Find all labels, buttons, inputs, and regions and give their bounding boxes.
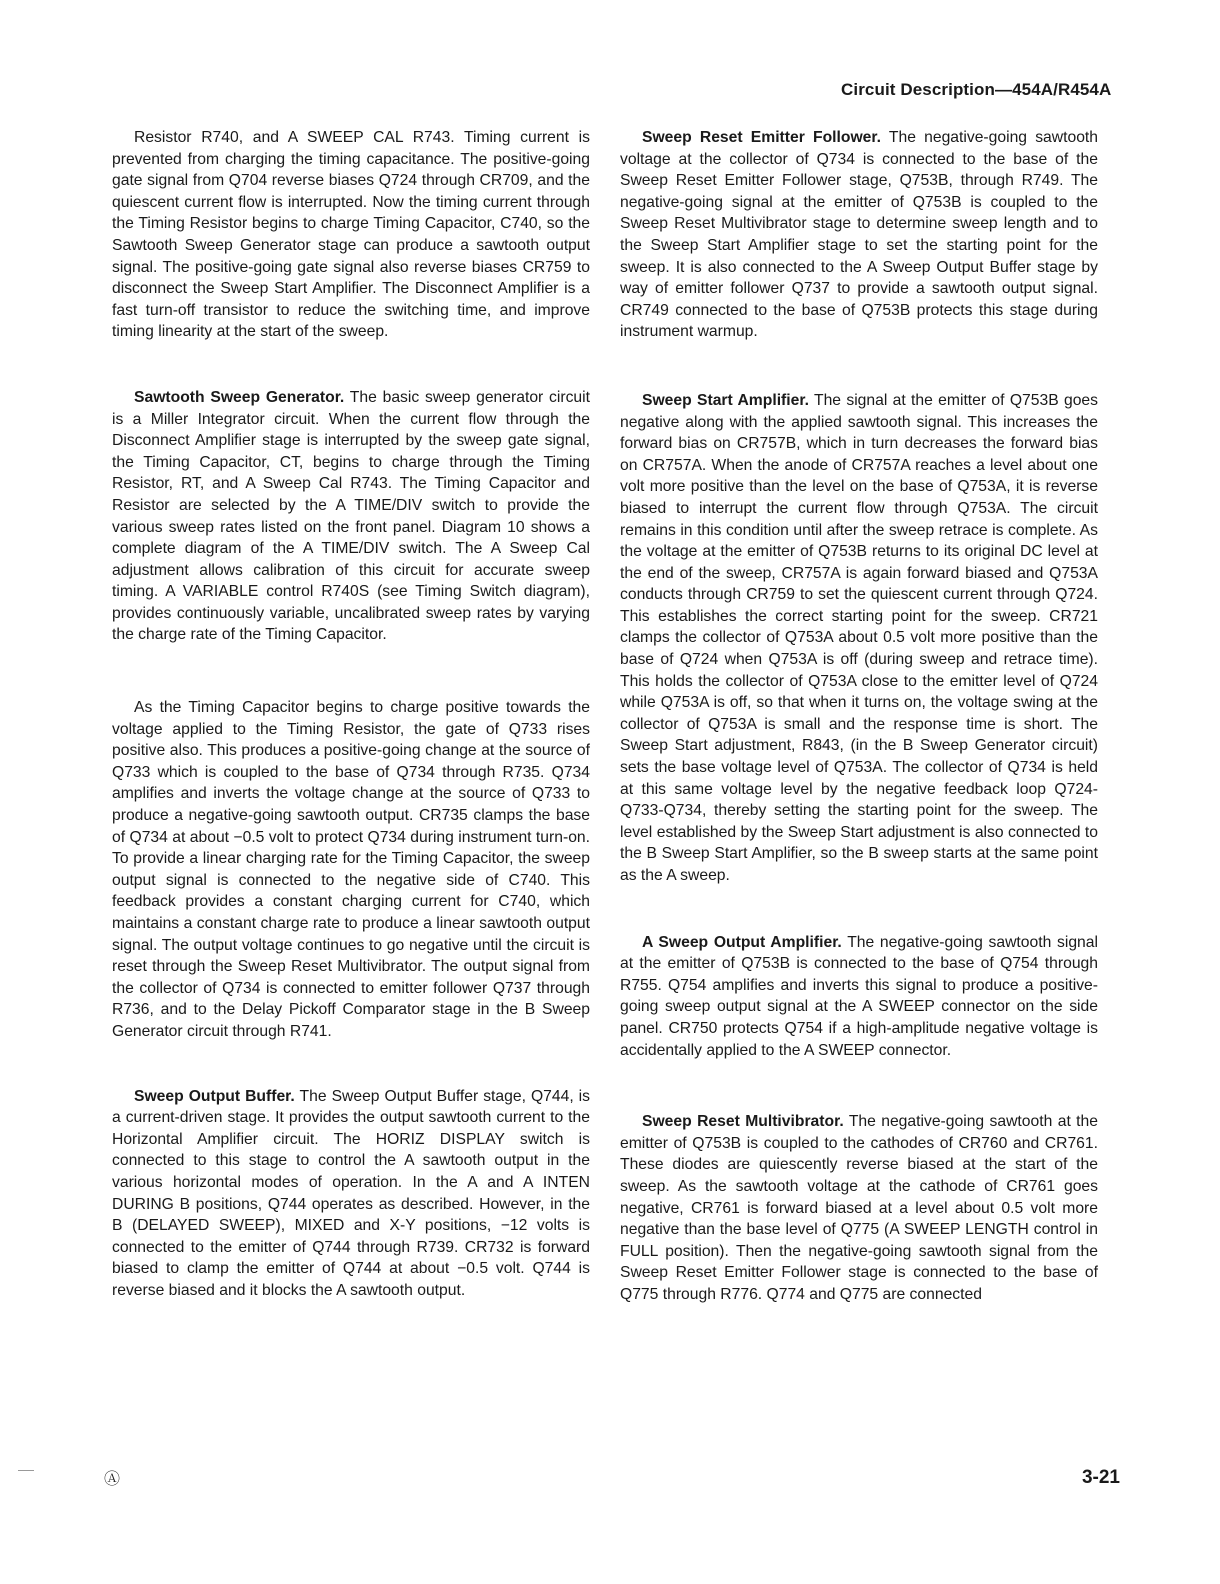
paragraph-sweep-output-buffer <box>112 1086 590 1302</box>
left-column <box>112 127 590 1302</box>
paragraph-sweep-gate-continued <box>112 127 590 343</box>
section-heading: Sweep Reset Emitter Follower. <box>642 129 881 146</box>
margin-mark <box>18 1470 34 1471</box>
right-column <box>620 127 1098 1306</box>
paragraph-text: The negative-going sawtooth signal at the emitter of Q753B is connected to the base of Q754 through R755. Q754 amplifies and inverts this signal to produce a positive-going sweep output signal at the A SWEEP connector on the side panel. CR750 protects Q754 if a high-amplitude negative voltage is accidentally applied to the A SWEEP connector. <box>620 933 1098 1059</box>
paragraph-a-sweep-output-amplifier <box>620 932 1098 1062</box>
paragraph-text: The basic sweep generator circuit is a Miller Integrator circuit. When the current flow through the Disconnect Amplifier stage is interrupted by the sweep gate signal, the Timing Capacitor, CT, begins to charge through the Timing Resistor, RT, and A Sweep Cal R743. The Timing Capacitor and Resistor are selected by the A TIME/DIV switch to provide the various sweep rates listed on the front panel. Diagram 10 shows a complete diagram of the A TIME/DIV switch. The A Sweep Cal adjustment allows calibration of this circuit for accurate sweep timing. A VARIABLE control R740S (see Timing Switch diagram), provides continuously variable, uncalibrated sweep rates by varying the charge rate of the Timing Capacitor. <box>112 388 591 644</box>
page-number: 3-21 <box>1081 1467 1120 1488</box>
paragraph-text: Resistor R740, and A SWEEP CAL R743. Timing current is prevented from charging the timing capacitance. The positive-going gate signal from Q704 reverse biases Q724 through CR709, and the quiescent current flow is interrupted. Now the timing current through the Timing Resistor begins to charge Timing Capacitor, C740, so the Sawtooth Sweep Generator stage can produce a sawtooth output signal. The positive-going gate signal also reverse biases CR759 to disconnect the Sweep Start Amplifier. The Disconnect Amplifier is a fast turn-off transistor to reduce the switching time, and improve timing linearity at the start of the sweep. <box>112 129 590 341</box>
paragraph-sweep-reset-emitter-follower <box>620 127 1098 343</box>
section-heading: A Sweep Output Amplifier. <box>642 933 842 951</box>
paragraph-timing-capacitor-charge <box>112 697 590 1043</box>
section-heading: Sweep Start Amplifier. <box>642 391 809 409</box>
paragraph-sawtooth-sweep-generator <box>112 387 590 646</box>
paragraph-text: The Sweep Output Buffer stage, Q744, is a current-driven stage. It provides the output sawtooth current to the Horizontal Amplifier circuit. The HORIZ DISPLAY switch is connected to this stage to control the A sawtooth output in the various horizontal modes of operation. In the A and A INTEN DURING B positions, Q744 operates as described. However, in the B (DELAYED SWEEP), MIXED and X-Y positions, −12 volts is connected to the emitter of Q744 through R739. CR732 is forward biased to clamp the emitter of Q744 at about −0.5 volt. Q744 is reverse biased and it blocks the A sawtooth output. <box>112 1087 591 1299</box>
paragraph-text: The signal at the emitter of Q753B goes negative along with the applied sawtooth signal. This increases the forward bias on CR757B, which in turn decreases the forward bias on CR757A. When the anode of CR757A reaches a level about one volt more positive than the level on the base of Q753A, it is reverse biased to interrupt the current flow through Q753A. The circuit remains in this condition until after the sweep retrace is complete. As the voltage at the emitter of Q753B returns to its original DC level at the end of the sweep, CR757A is again forward biased and Q753A conducts through CR759 to set the quiescent current through Q724. This establishes the correct starting point for the sweep. CR721 clamps the collector of Q753A about 0.5 volt more positive than the base of Q724 when Q753A is off (during sweep and retrace time). This holds the collector of Q753A close to the emitter level of Q724 while Q753A is off, so that when it turns on, the voltage swing at the collector of Q753A is small and the response time is short. The Sweep Start adjustment, R843, (in the B Sweep Generator circuit) sets the base voltage level of Q753A. The collector of Q734 is held at this same voltage level by the negative feedback loop Q724-Q733-Q734, thereby setting the starting point for the sweep. The level established by the Sweep Start adjustment is also connected to the B Sweep Start Amplifier, so the B sweep starts at the same point as the A sweep. <box>620 391 1098 884</box>
section-heading: Sweep Output Buffer. <box>134 1087 295 1105</box>
revision-symbol: Ⓐ <box>104 1471 121 1488</box>
paragraph-text: The negative-going sawtooth voltage at the collector of Q734 is connected to the base of the Sweep Reset Emitter Follower stage, Q753B, through R749. The negative-going signal at the emitter of Q753B is coupled to the Sweep Reset Multivibrator stage to determine sweep length and to the Sweep Start Amplifier stage to set the starting point for the sweep. It is also connected to the A Sweep Output Buffer stage by way of emitter follower Q737 to provide a sawtooth output signal. CR749 connected to the base of Q753B protects this stage during instrument warmup. <box>620 129 1098 341</box>
section-heading: Sweep Reset Multivibrator. <box>642 1113 844 1131</box>
paragraph-text: The negative-going sawtooth at the emitter of Q753B is coupled to the cathodes of CR760 and CR761. These diodes are quiescently reverse biased at the start of the sweep. As the sawtooth voltage at the cathode of CR761 goes negative, CR761 is forward biased at a level about 0.5 volt more negative than the base level of Q775 (A SWEEP LENGTH control in FULL position). Then the negative-going sawtooth signal from the Sweep Reset Emitter Follower stage is connected to the base of Q775 through R776. Q774 and Q775 are connected <box>620 1113 1098 1303</box>
section-heading: Sawtooth Sweep Generator. <box>134 388 345 406</box>
paragraph-sweep-reset-multivibrator <box>620 1111 1098 1305</box>
running-header: Circuit Description—454A/R454A <box>841 80 1112 99</box>
paragraph-sweep-start-amplifier <box>620 390 1098 887</box>
paragraph-text: As the Timing Capacitor begins to charge positive towards the voltage applied to the Timing Resistor, the gate of Q733 rises positive also. This produces a positive-going change at the source of Q733 which is coupled to the base of Q734 through R735. Q734 amplifies and inverts the voltage change at the source of Q733 to produce a negative-going sawtooth output. CR735 clamps the base of Q734 at about −0.5 volt to protect Q734 during instrument turn-on. To provide a linear charging rate for the Timing Capacitor, the sweep output signal is connected to the negative side of C740. This feedback provides a constant charging current for C740, which maintains a constant charge rate to produce a linear sawtooth output signal. The output voltage continues to go negative until the circuit is reset through the Sweep Reset Multivibrator. The output signal from the collector of Q734 is connected to emitter follower Q737 through R736, and to the Delay Pickoff Comparator stage in the B Sweep Generator circuit through R741. <box>112 699 590 1040</box>
